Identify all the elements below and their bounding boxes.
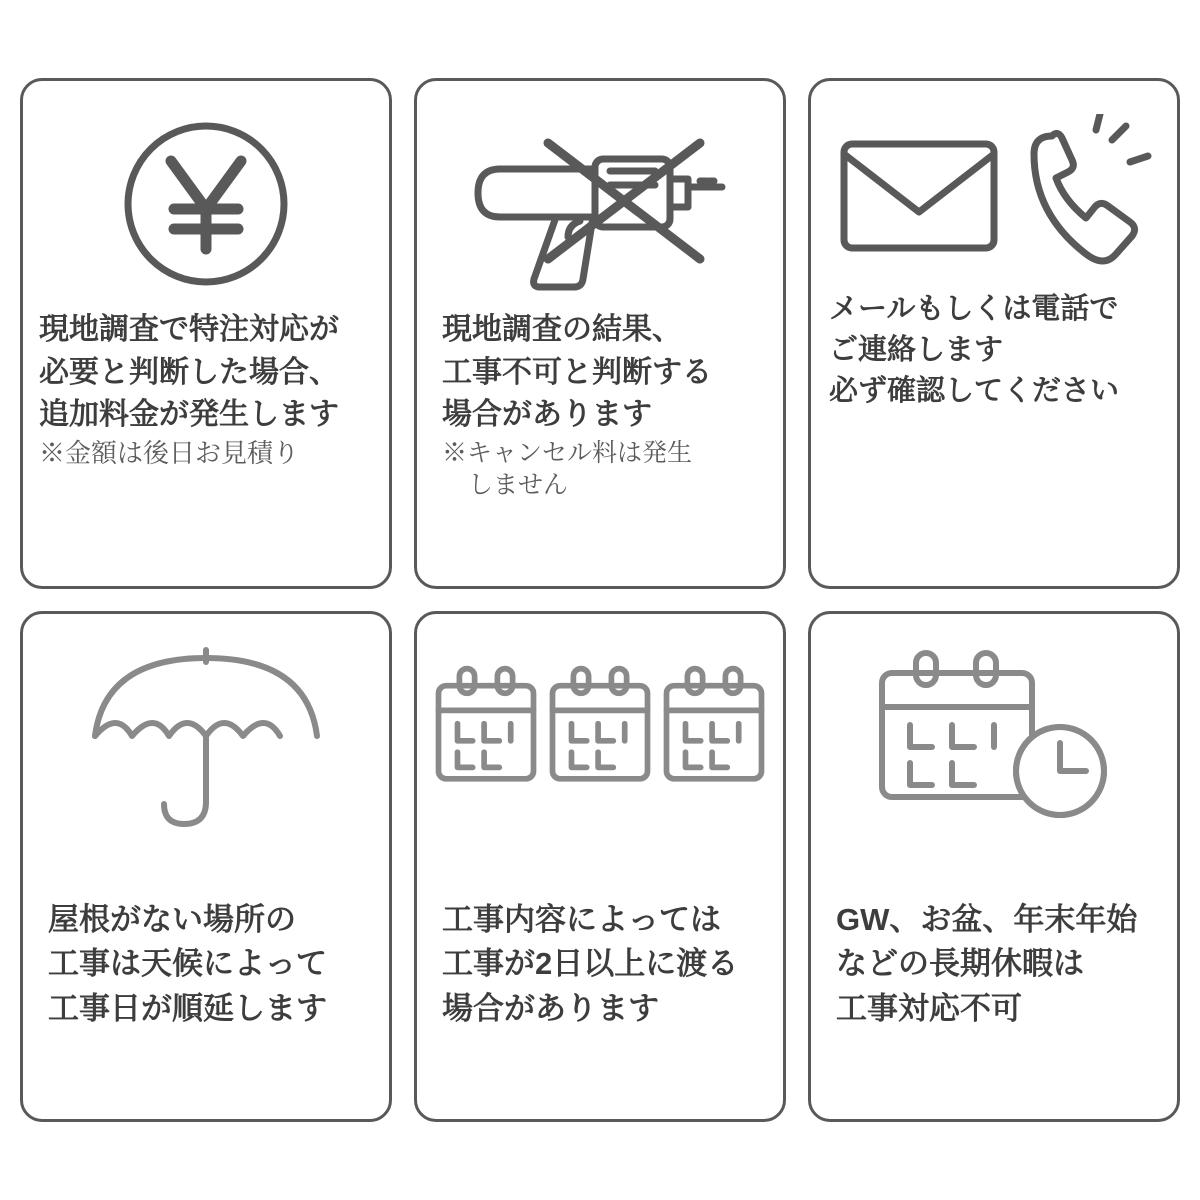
card-line: 必ず確認してください	[829, 375, 1120, 408]
card-line: 現地調査の結果、	[442, 313, 682, 346]
umbrella-icon	[35, 632, 377, 842]
card-extra-fee	[20, 78, 392, 589]
card-line: 工事対応不可	[836, 990, 1022, 1026]
card-line: 工事不可と判断する	[442, 355, 712, 389]
card-text	[810, 842, 1178, 1105]
mail-and-phone-icon	[823, 99, 1165, 289]
card-contact-method	[808, 78, 1180, 589]
three-calendars-icon	[429, 632, 771, 842]
drill-crossed-out-icon	[429, 99, 771, 309]
card-line: 工事は天候によって	[48, 946, 327, 982]
card-note: ※金額は後日お見積り	[39, 437, 300, 468]
card-line: 場合があります	[442, 398, 652, 432]
card-installation-not-possible	[414, 78, 786, 589]
card-text	[416, 309, 784, 572]
card-line: 必要と判断した場合、	[39, 355, 339, 389]
card-line: 屋根がない場所の	[48, 902, 296, 938]
card-text	[22, 842, 390, 1105]
calendar-clock-icon	[823, 632, 1165, 842]
card-weather-delay	[20, 611, 392, 1122]
card-note: しません	[468, 471, 569, 500]
card-line: GW、お盆、年末年始	[836, 902, 1138, 938]
card-line: などの長期休暇は	[836, 946, 1084, 982]
card-line: 工事内容によっては	[442, 902, 721, 938]
card-note: ※キャンセル料は発生	[442, 438, 693, 467]
card-text	[817, 289, 1171, 572]
card-line: ご連絡します	[829, 334, 1004, 367]
card-multi-day-work	[414, 611, 786, 1122]
card-line: 工事が2日以上に渡る	[442, 946, 739, 982]
card-line: メールもしくは電話で	[829, 293, 1119, 325]
card-holiday-unavailable	[808, 611, 1180, 1122]
card-text	[31, 309, 381, 572]
card-line: 追加料金が発生します	[39, 398, 339, 432]
card-line: 現地調査で特注対応が	[39, 313, 339, 346]
card-text	[416, 842, 784, 1105]
card-line: 工事日が順延します	[48, 990, 327, 1026]
card-line: 場合があります	[442, 990, 659, 1026]
yen-coin-icon	[35, 99, 377, 309]
